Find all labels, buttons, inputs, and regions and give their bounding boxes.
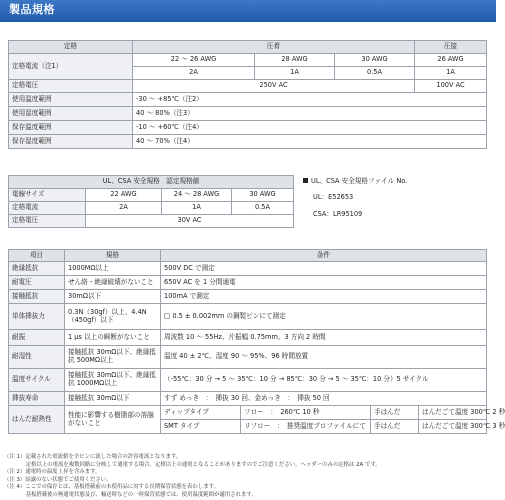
perf-condition: （-55℃：30 分 → 5 ～ 35℃：10 分 → 85℃：30 分 → 5 ～ 35℃：10 分）5 サイクル [161, 369, 487, 392]
ul-voltage-label: 定格電圧 [9, 215, 86, 228]
current-cell: 2A [133, 67, 255, 80]
header-condition: 条件 [161, 250, 487, 262]
perf-spec: 接触抵抗 30mΩ以下 [65, 392, 161, 406]
ul-file-title: UL、CSA 安全規格ファイル No. [311, 177, 408, 185]
rated-voltage-press: 100V AC [415, 80, 487, 93]
spec-row-label: 使用湿度範囲 [9, 107, 133, 121]
perf-item: 耐振 [9, 330, 65, 346]
perf-condition: 100mA で測定 [161, 290, 487, 304]
current-cell: 1A [255, 67, 335, 80]
title-bar [0, 0, 496, 22]
spec-row-label: 保存湿度範囲 [9, 135, 133, 149]
rated-voltage-crimp: 250V AC [133, 80, 415, 93]
hand-solder-label: 手はんだ [371, 420, 419, 434]
perf-spec: 接触抵抗 30mΩ以下、絶縁抵抗 500MΩ以上 [65, 346, 161, 369]
awg-cell: 30 AWG [335, 54, 415, 67]
perf-item: 絶縁抵抗 [9, 262, 65, 276]
perf-item: 温度サイクル [9, 369, 65, 392]
rated-voltage-label: 定格電圧 [9, 80, 133, 93]
hand-solder-value: はんだごて温度 300℃ 3 秒 [419, 420, 487, 434]
header-item: 項目 [9, 250, 65, 262]
spec-row-label: 保存温度範囲 [9, 121, 133, 135]
ul-current-cell: 2A [86, 202, 162, 215]
perf-condition: 周波数 10 ～ 55Hz、片振幅 0.75mm、3 方向 2 時間 [161, 330, 487, 346]
hand-solder-label: 手はんだ [371, 406, 419, 420]
perf-spec: 接触抵抗 30mΩ以下、絶縁抵抗 1000MΩ以上 [65, 369, 161, 392]
perf-spec: せん絡・絶縁破壊がないこと [65, 276, 161, 290]
perf-spec: 性能に影響する樹脂部の溶融がないこと [65, 406, 161, 434]
spec-row-value: -10 ～ +60℃（注4） [133, 121, 487, 135]
hand-solder-value: はんだごて温度 300℃ 2 秒 [419, 406, 487, 420]
perf-item: 接触抵抗 [9, 290, 65, 304]
perf-condition: 温度 40 ± 2℃、湿度 90 ～ 95%、96 時間放置 [161, 346, 487, 369]
ul-file-block [303, 178, 493, 224]
perf-spec: 30mΩ以下 [65, 290, 161, 304]
rated-current-label: 定格電流（注1） [9, 54, 133, 80]
awg-cell: 28 AWG [255, 54, 335, 67]
dip-flow-condition: フロー ： 260℃ 10 秒 [241, 406, 371, 420]
ul-current-cell: 1A [162, 202, 232, 215]
perf-condition: 500V DC で測定 [161, 262, 487, 276]
perf-condition: 650V AC を 1 分間通電 [161, 276, 487, 290]
ul-current-cell: 0.5A [232, 202, 294, 215]
header-press: 圧接 [415, 41, 487, 54]
perf-item: はんだ耐熱性 [9, 406, 65, 434]
wire-size-cell: 22 AWG [86, 189, 162, 202]
performance-table [8, 249, 505, 434]
smt-type-label: SMT タイプ [161, 420, 241, 434]
perf-item: 耐電圧 [9, 276, 65, 290]
ul-table-header: UL、CSA 安全規格 認定規格値 [9, 176, 294, 189]
note-line: （注 2）通電時の温度上昇を含みます。 [4, 469, 101, 476]
note-line: 定格以上の電流を複数回路に分岐して通電する場合、定格以上の通電となることがありますのでご注意ください。ヘッダーのみの定格は 2A です。 [4, 461, 381, 468]
perf-spec: 0.3N（30gf）以上、4.4N（450gf）以下 [65, 304, 161, 330]
perf-item: 耐湿性 [9, 346, 65, 369]
awg-cell: 22 ～ 26 AWG [133, 54, 255, 67]
header-crimp: 圧着 [133, 41, 415, 54]
wire-size-label: 電線サイズ [9, 189, 86, 202]
perf-item: 単体挿抜力 [9, 304, 65, 330]
wire-size-cell: 24 ～ 28 AWG [162, 189, 232, 202]
notes [4, 454, 492, 500]
perf-condition: □ 0.5 ± 0.002mm の鋼製ピンにて測定 [161, 304, 487, 330]
spec-row-value: 40 ～ 80%（注3） [133, 107, 487, 121]
note-line: （注 3）結露のない状態でご使用ください。 [4, 476, 112, 483]
ul-current-label: 定格電流 [9, 202, 86, 215]
note-line: （注 1）記載された電流値を全ピンに流した場合の許容電流となります。 [4, 454, 182, 460]
perf-condition: すず めっき ： 挿抜 30 回、金めっき ： 挿抜 50 回 [161, 392, 487, 406]
spec-row-label: 使用温度範囲 [9, 93, 133, 107]
csa-file-number: CSA：LR95109 [313, 210, 363, 218]
header-spec: 規格 [65, 250, 161, 262]
spec-row-value: 40 ～ 70%（注4） [133, 135, 487, 149]
current-cell: 1A [415, 67, 487, 80]
perf-spec: 1000MΩ以上 [65, 262, 161, 276]
header-rating: 定格 [9, 41, 133, 54]
ul-file-number: UL：E52653 [313, 193, 354, 201]
smt-reflow-condition: リフロー ： 推奨温度プロファイルにて [241, 420, 371, 434]
awg-cell: 26 AWG [415, 54, 487, 67]
spec-table [8, 40, 487, 149]
ul-voltage-value: 30V AC [86, 215, 294, 228]
note-line: （注 4）ここでの保存とは、基板搭載前の未使用品に対する長期保管状態を表わします。 [4, 484, 219, 491]
current-cell: 0.5A [335, 67, 415, 80]
perf-spec: 1 μs 以上の瞬断がないこと [65, 330, 161, 346]
note-line: 基板搭載後の無通電状態及び、輸送時などの一時保管状態では、使用温度範囲が適用されます。 [4, 491, 257, 498]
spec-row-value: -30 ～ +85℃（注2） [133, 93, 487, 107]
wire-size-cell: 30 AWG [232, 189, 294, 202]
ul-csa-table [8, 175, 294, 228]
page-title: 製品規格 [9, 3, 55, 16]
dip-type-label: ディップタイプ [161, 406, 241, 420]
perf-item: 挿抜寿命 [9, 392, 65, 406]
square-bullet-icon [303, 178, 308, 183]
